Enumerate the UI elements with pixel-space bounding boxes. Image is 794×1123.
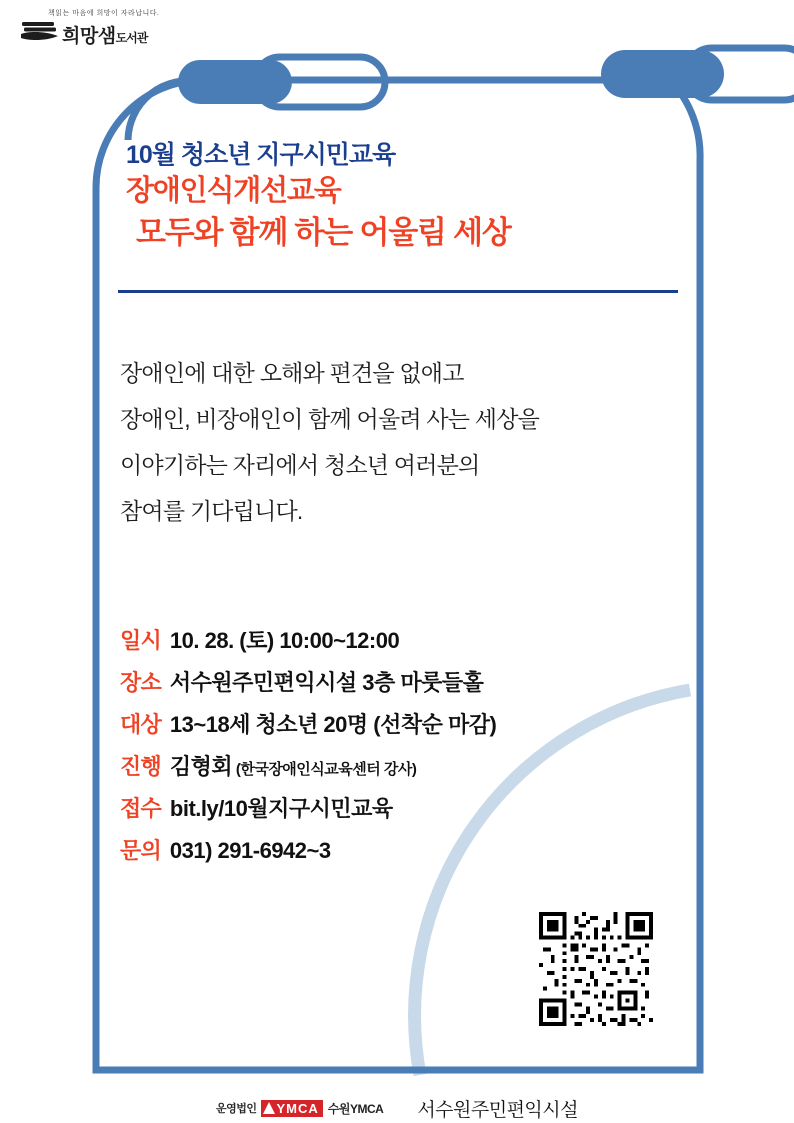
info-label: 접수 <box>120 796 161 821</box>
info-label: 진행 <box>120 754 161 779</box>
ymca-logo <box>216 1100 383 1117</box>
header-divider <box>118 290 678 293</box>
info-value: 13~18세 청소년 20명 (선착순 마감) <box>169 712 497 737</box>
poster-footer <box>0 1094 794 1122</box>
info-value: 김형회 (한국장애인식교육센터 강사) <box>169 754 417 779</box>
headline-title: 장애인식개선교육 <box>126 175 341 208</box>
headline-subtitle: 모두와 함께 하는 어울림 세상 <box>136 214 511 250</box>
info-value: bit.ly/10월지구시민교육 <box>169 796 393 821</box>
ymca-suffix: 수원YMCA <box>327 1101 384 1116</box>
info-value: 서수원주민편익시설 3층 마룻들홀 <box>169 670 484 695</box>
logo-name-suffix: 도서관 <box>115 31 148 45</box>
info-label: 문의 <box>120 838 161 863</box>
logo-name-main: 희망샘 <box>62 26 116 47</box>
logo-name <box>62 21 147 48</box>
info-row <box>120 708 680 739</box>
info-note: (한국장애인식교육센터 강사) <box>232 761 417 778</box>
library-logo <box>14 8 164 50</box>
poster-body-text <box>120 350 680 534</box>
body-line: 이야기하는 자리에서 청소년 여러분의 <box>120 452 480 478</box>
poster-info-list <box>120 624 680 876</box>
poster-content <box>96 112 698 1072</box>
ymca-text: YMCA <box>276 1100 319 1116</box>
body-line: 장애인, 비장애인이 함께 어울려 사는 세상을 <box>120 406 540 432</box>
info-label: 대상 <box>120 712 161 737</box>
body-line: 참여를 기다립니다. <box>120 498 303 524</box>
ymca-mark <box>261 1100 323 1117</box>
info-row <box>120 750 680 781</box>
info-row <box>120 792 680 823</box>
triangle-icon <box>263 1102 275 1114</box>
info-row <box>120 834 680 865</box>
logo-tagline: 책읽는 마음에 희망이 자라납니다. <box>48 10 160 17</box>
info-value: 031) 291-6942~3 <box>169 838 331 863</box>
operator-prefix: 운영법인 <box>215 1103 257 1115</box>
info-row <box>120 666 680 697</box>
book-icon <box>20 20 60 44</box>
headline-program: 10월 청소년 지구시민교육 <box>126 141 396 169</box>
info-row <box>120 624 680 655</box>
info-value: 10. 28. (토) 10:00~12:00 <box>169 628 400 653</box>
info-label: 장소 <box>120 670 161 695</box>
footer-venue: 서수원주민편익시설 <box>417 1099 578 1121</box>
poster-headline-group <box>126 140 671 253</box>
info-label: 일시 <box>120 628 161 653</box>
ymca-wordmark <box>261 1100 323 1117</box>
qr-code[interactable] <box>539 912 653 1026</box>
body-line: 장애인에 대한 오해와 편견을 없애고 <box>120 360 464 386</box>
